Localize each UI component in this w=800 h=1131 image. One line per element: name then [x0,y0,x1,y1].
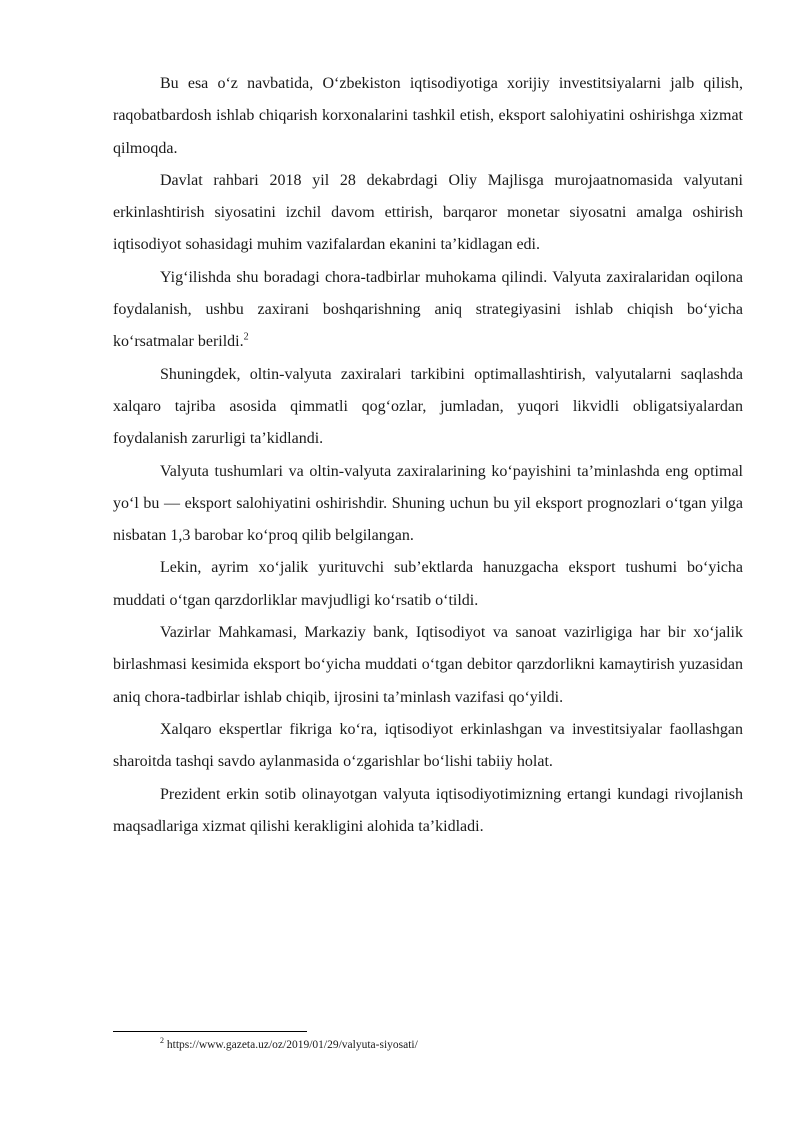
footnote [160,1038,418,1052]
footnote-number: 2 [160,1036,164,1046]
paragraph-8: Xalqaro ekspertlar fikriga ko‘ra, iqtisodiyot erkinlashgan va investitsiyalar faollashgan sharoitda tashqi savdo aylanmasida o‘zgarishlar bo‘lishi tabiiy holat. [113,720,743,771]
paragraph-6: Lekin, ayrim xo‘jalik yurituvchi sub’ektlarda hanuzgacha eksport tushumi bo‘yicha muddati o‘tgan qarzdorliklar mavjudligi ko‘rsatib o‘tildi. [113,559,743,609]
paragraph-7: Vazirlar Mahkamasi, Markaziy bank, Iqtisodiyot va sanoat vazirligiga har bir xo‘jalik birlashmasi kesimida eksport bo‘yicha muddati o‘tgan debitor qarzdorlikni kamaytirish yuzasidan aniq chora-tadbirlar ishlab chiqib, ijrosini ta’minlash vazifasi qo‘yildi. [113,624,743,706]
footnote-separator [113,1031,307,1032]
paragraph-3-text: Yig‘ilishda shu boradagi chora-tadbirlar muhokama qilindi. Valyuta zaxiralaridan oqilona foydalanish, ushbu zaxirani boshqarishning aniq strategiyasini ishlab chiqish bo‘yicha ko‘rsatmalar berildi. [113,268,743,351]
paragraph-1: Bu esa o‘z navbatida, O‘zbekiston iqtisodiyotiga xorijiy investitsiyalarni jalb qilish, raqobatbardosh ishlab chiqarish korxonalarini tashkil etish, eksport salohiyatini oshirishga xizmat qilmoqda. [113,75,743,157]
document-body [113,68,743,843]
paragraph-9: Prezident erkin sotib olinayotgan valyuta iqtisodiyotimizning ertangi kundagi rivojlanish maqsadlariga xizmat qilishi kerakligini alohida ta’kidladi. [113,785,743,835]
paragraph-3 [113,262,743,359]
footnote-link[interactable]: https://www.gazeta.uz/oz/2019/01/29/valyuta-siyosati/ [164,1039,418,1051]
paragraph-4: Shuningdek, oltin-valyuta zaxiralari tarkibini optimallashtirish, valyutalarni saqlashda xalqaro tajriba asosida qimmatli qog‘ozlar, jumladan, yuqori likvidli obligatsiyalardan foydalanish zarurligi ta’kidlandi. [113,365,743,448]
paragraph-2: Davlat rahbari 2018 yil 28 dekabrdagi Oliy Majlisga murojaatnomasida valyutani erkinlashtirish siyosatini izchil davom ettirish, barqaror monetar siyosatni amalga oshirish iqtisodiyot sohasidagi muhim vazifalardan ekanini ta’kidlagan edi. [113,171,743,254]
footnote-reference[interactable]: 2 [243,332,249,344]
paragraph-5: Valyuta tushumlari va oltin-valyuta zaxiralarining ko‘payishini ta’minlashda eng optimal yo‘l bu — eksport salohiyatini oshirishdir. Shuning uchun bu yil eksport prognozlari o‘tgan yilga nisbatan 1,3 barobar ko‘proq qilib belgilangan. [113,462,743,545]
